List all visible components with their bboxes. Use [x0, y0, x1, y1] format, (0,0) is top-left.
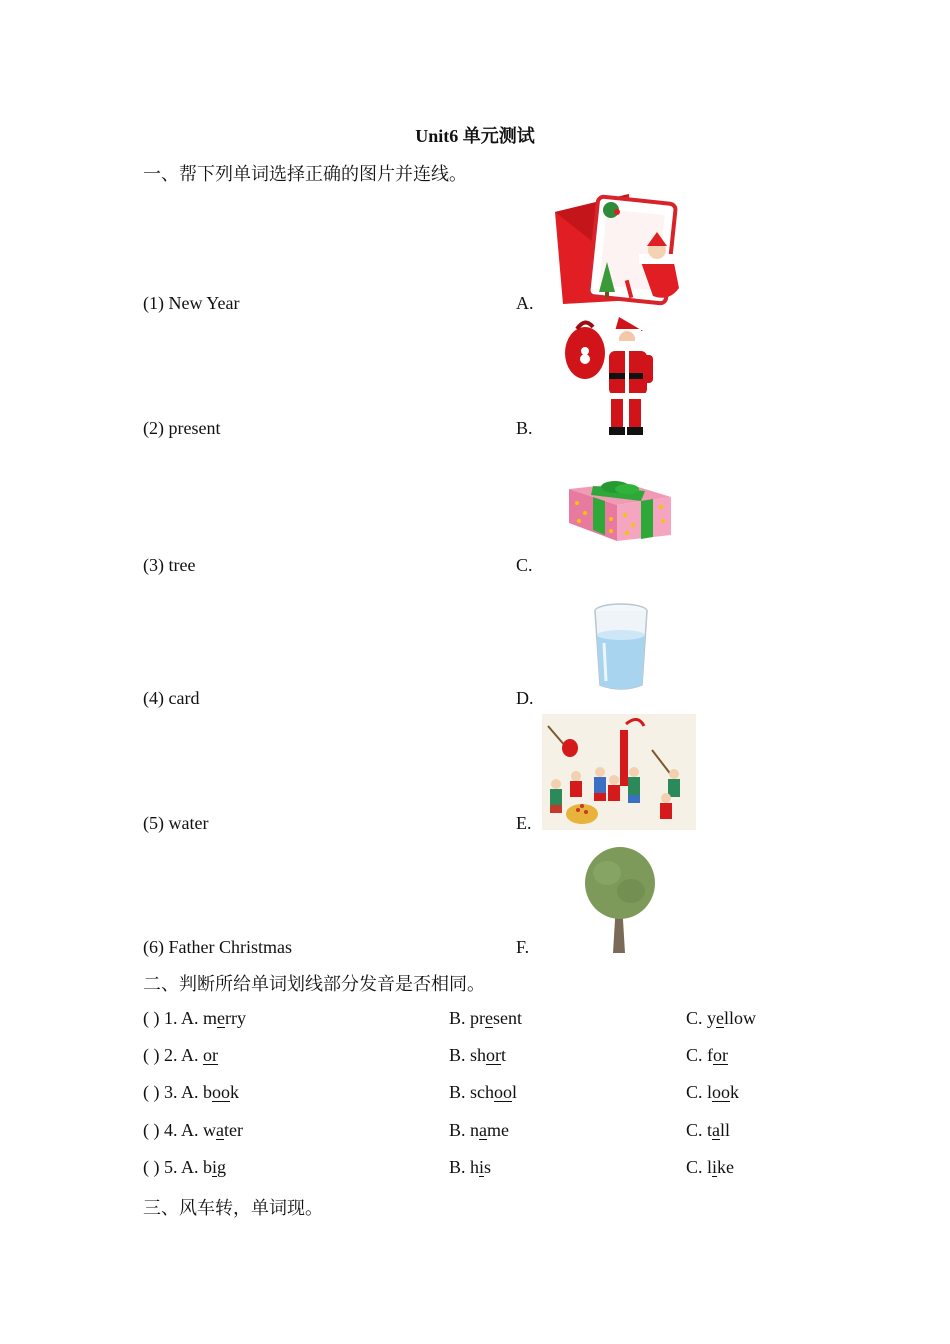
underlined-letters: a — [479, 1120, 488, 1140]
word-part: A. m — [181, 1008, 218, 1028]
match-word-5: (5) water — [143, 813, 209, 833]
word-part: C. y — [686, 1008, 717, 1028]
underlined-letters: or — [713, 1045, 728, 1065]
match-letter-b: B. — [516, 418, 533, 438]
section-1-heading: 一、帮下列单词选择正确的图片并连线。 — [143, 164, 467, 184]
underlined-letters: e — [217, 1008, 226, 1028]
match-letter-e: E. — [516, 813, 532, 833]
word-part: sent — [493, 1008, 522, 1028]
word-part: llow — [724, 1008, 757, 1028]
section-2-heading: 二、判断所给单词划线部分发音是否相同。 — [143, 974, 485, 994]
word-part: A. b — [181, 1082, 213, 1102]
underlined-letters: or — [203, 1045, 219, 1065]
answer-bracket[interactable]: ( ) — [143, 1008, 160, 1028]
word-part: ke — [717, 1157, 735, 1177]
word-part: B. n — [449, 1120, 480, 1140]
question-number — [143, 1082, 239, 1103]
word-part: l — [512, 1082, 518, 1102]
underlined-letters: i — [212, 1157, 218, 1177]
match-letter-d: D. — [516, 688, 534, 708]
match-word-3: (3) tree — [143, 555, 196, 575]
question-index: 2. — [164, 1045, 178, 1065]
question-index: 4. — [164, 1120, 178, 1140]
pronunciation-row — [143, 1157, 823, 1183]
match-word-2: (2) present — [143, 418, 221, 438]
question-number — [143, 1120, 243, 1141]
underlined-letters: oo — [212, 1082, 231, 1102]
answer-bracket[interactable]: ( ) — [143, 1120, 160, 1140]
match-word-1: (1) New Year — [143, 293, 240, 313]
option-b — [449, 1157, 491, 1178]
answer-bracket[interactable]: ( ) — [143, 1082, 160, 1102]
question-number — [143, 1008, 246, 1029]
option-a — [181, 1082, 239, 1102]
match-word-6: (6) Father Christmas — [143, 937, 292, 957]
option-a — [181, 1120, 243, 1140]
word-part: C. f — [686, 1045, 713, 1065]
word-part: t — [501, 1045, 507, 1065]
answer-bracket[interactable]: ( ) — [143, 1045, 160, 1065]
water-glass-picture — [592, 603, 650, 693]
word-part: s — [484, 1157, 492, 1177]
option-b — [449, 1045, 506, 1066]
option-c — [686, 1157, 734, 1178]
word-part: C. l — [686, 1157, 713, 1177]
option-c — [686, 1008, 756, 1029]
pronunciation-row — [143, 1082, 823, 1108]
underlined-letters: i — [712, 1157, 718, 1177]
word-part: g — [217, 1157, 227, 1177]
underlined-letters: a — [712, 1120, 721, 1140]
word-part: k — [230, 1082, 240, 1102]
present-picture — [565, 479, 673, 543]
underlined-letters: oo — [712, 1082, 731, 1102]
option-c — [686, 1120, 730, 1141]
match-word-4: (4) card — [143, 688, 200, 708]
new-year-celebration-picture — [542, 714, 696, 830]
underlined-letters: e — [716, 1008, 725, 1028]
word-part: ll — [720, 1120, 731, 1140]
underlined-letters: oo — [494, 1082, 512, 1102]
option-c — [686, 1045, 728, 1066]
word-part: A. — [181, 1045, 204, 1065]
tree-picture — [583, 843, 657, 955]
word-part: B. pr — [449, 1008, 485, 1028]
option-a — [181, 1008, 246, 1028]
underlined-letters: e — [485, 1008, 493, 1028]
christmas-card-picture — [553, 192, 695, 308]
section-3-heading: 三、风车转，单词现。 — [143, 1198, 323, 1218]
underlined-letters: i — [479, 1157, 485, 1177]
option-b — [449, 1082, 517, 1103]
answer-bracket[interactable]: ( ) — [143, 1157, 160, 1177]
question-index: 3. — [164, 1082, 178, 1102]
match-letter-a: A. — [516, 293, 534, 313]
match-letter-f: F. — [516, 937, 530, 957]
match-letter-c: C. — [516, 555, 533, 575]
word-part: B. h — [449, 1157, 480, 1177]
option-b — [449, 1008, 522, 1029]
father-christmas-picture — [563, 313, 663, 437]
word-part: A. w — [181, 1120, 217, 1140]
word-part: B. sh — [449, 1045, 487, 1065]
option-a — [181, 1045, 218, 1065]
question-index: 1. — [164, 1008, 178, 1028]
question-number — [143, 1045, 218, 1066]
question-index: 5. — [164, 1157, 178, 1177]
word-part: me — [487, 1120, 510, 1140]
word-part: ter — [224, 1120, 243, 1140]
option-c — [686, 1082, 739, 1103]
word-part: rry — [225, 1008, 247, 1028]
pronunciation-row — [143, 1120, 823, 1146]
pronunciation-row — [143, 1008, 823, 1034]
word-part: C. t — [686, 1120, 713, 1140]
question-number — [143, 1157, 226, 1178]
underlined-letters: or — [486, 1045, 502, 1065]
option-b — [449, 1120, 509, 1141]
word-part: B. sch — [449, 1082, 494, 1102]
page-title: Unit6 单元测试 — [415, 126, 535, 146]
word-part: C. l — [686, 1082, 713, 1102]
word-part: k — [730, 1082, 740, 1102]
word-part: A. b — [181, 1157, 213, 1177]
option-a — [181, 1157, 226, 1177]
underlined-letters: a — [216, 1120, 225, 1140]
pronunciation-row — [143, 1045, 823, 1071]
